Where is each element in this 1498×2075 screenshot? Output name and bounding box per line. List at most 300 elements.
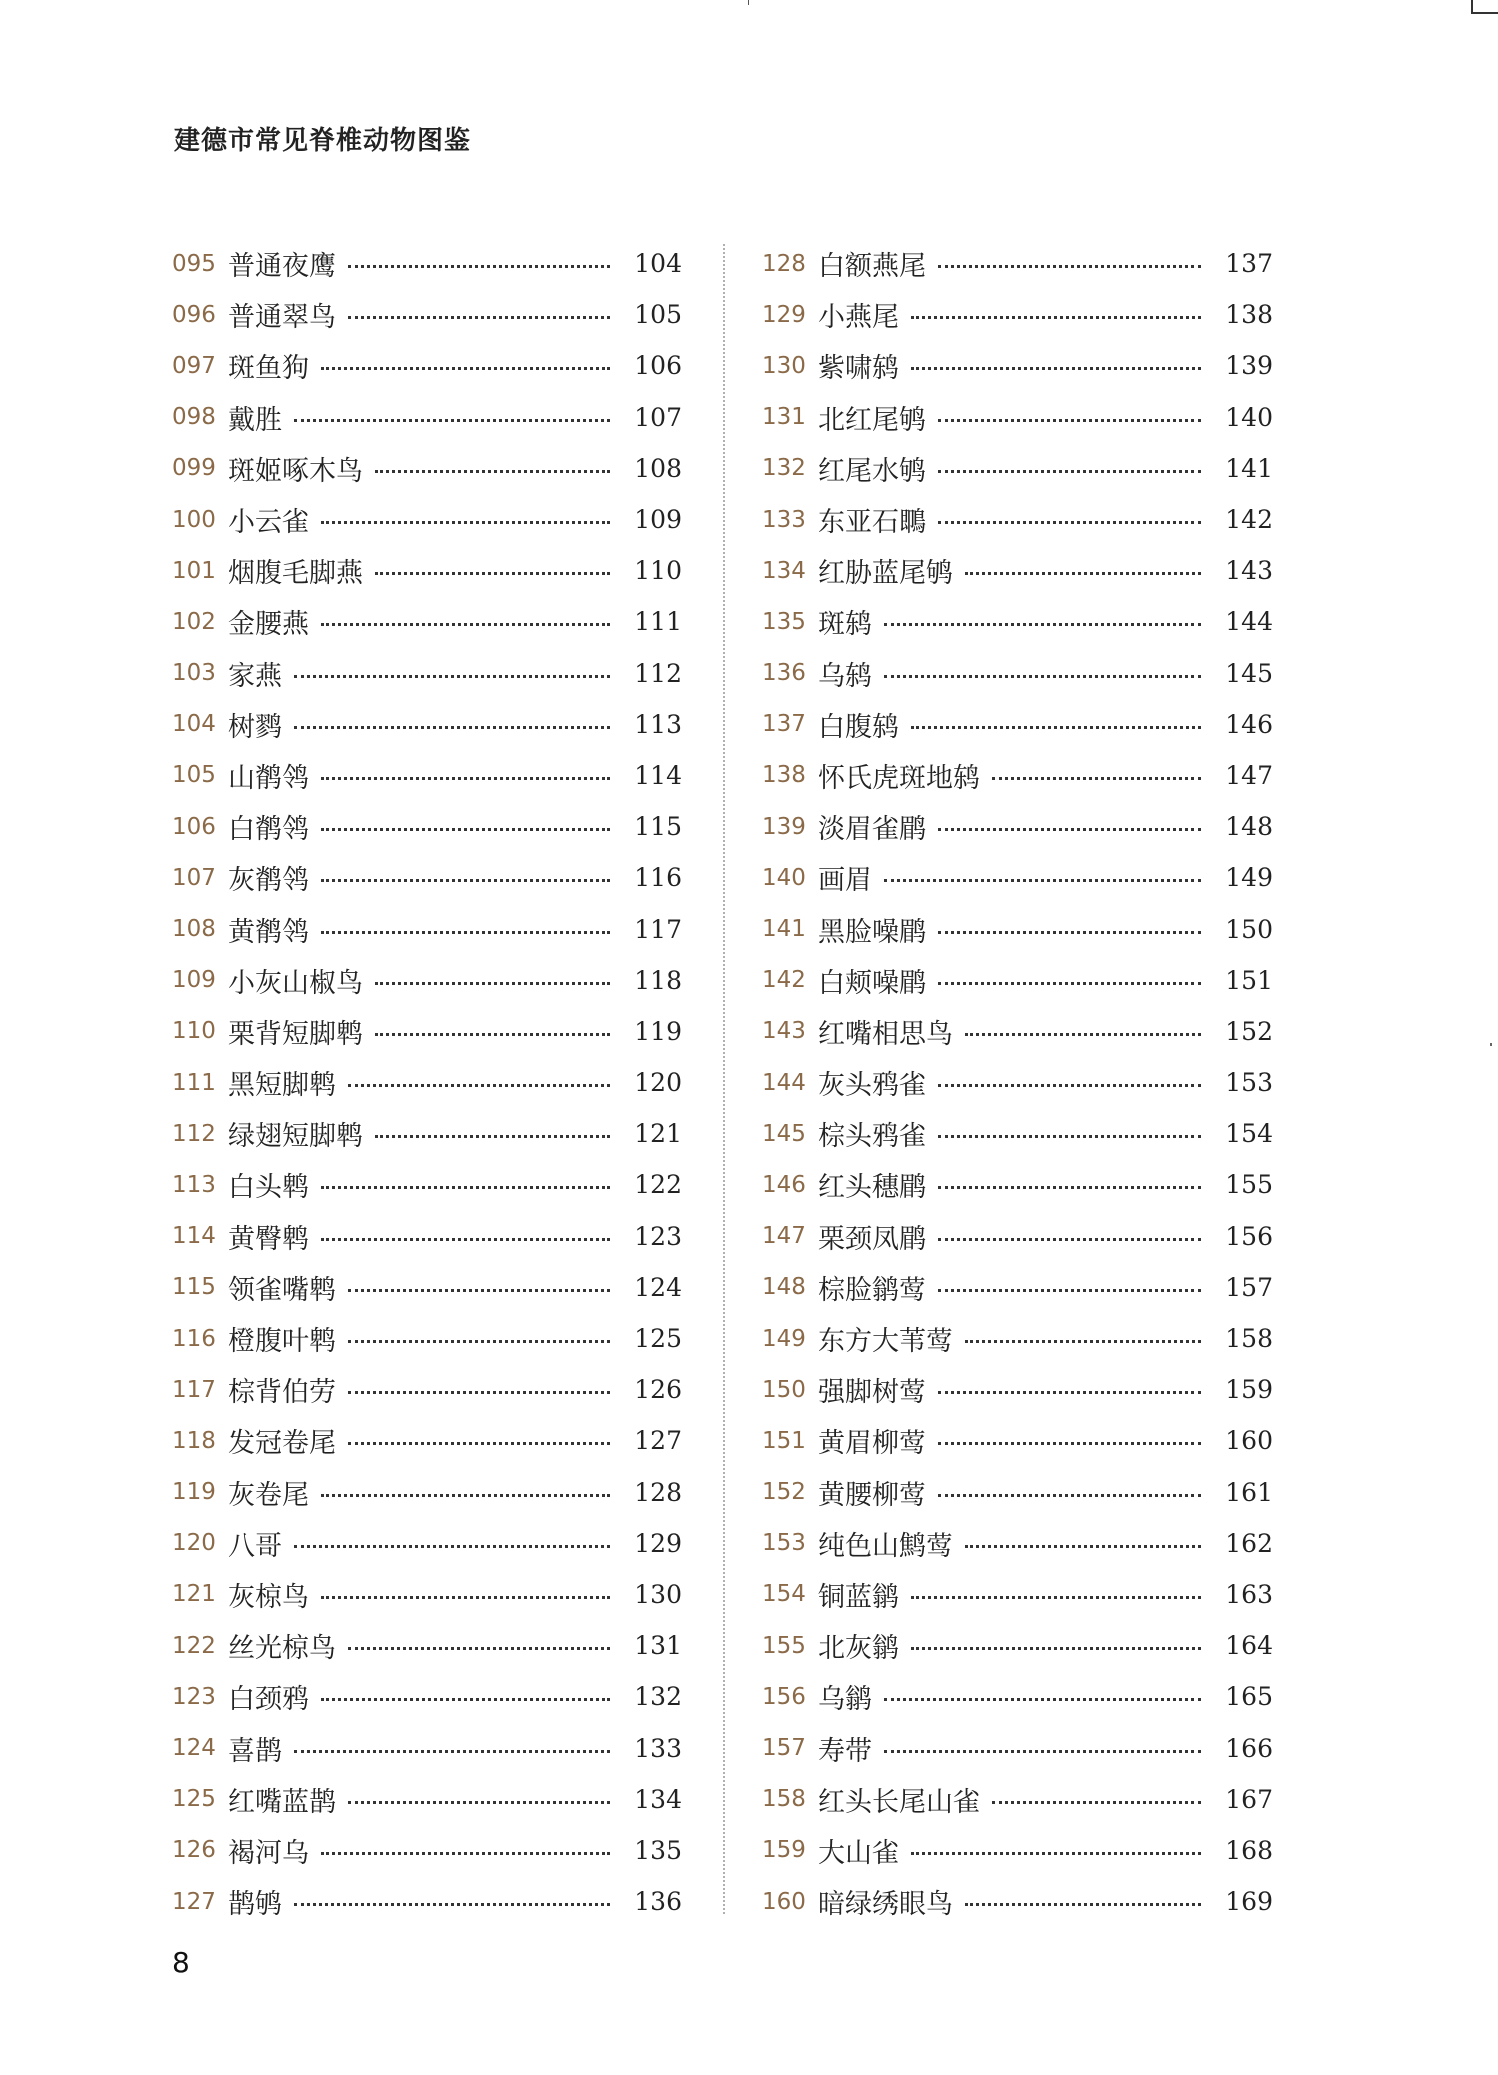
dot-leader	[938, 521, 1201, 524]
toc-entry[interactable]	[762, 1467, 1273, 1518]
dot-leader	[321, 1852, 610, 1855]
species-name: 红嘴蓝鹊	[228, 1786, 336, 1818]
toc-column-right	[762, 238, 1273, 1927]
entry-number: 121	[172, 1581, 216, 1608]
entry-number: 134	[762, 557, 806, 584]
toc-entry[interactable]	[762, 1518, 1273, 1569]
dot-leader	[321, 1186, 610, 1189]
species-name: 普通夜鹰	[228, 251, 336, 283]
entry-number: 107	[172, 864, 216, 891]
dot-leader	[294, 1545, 610, 1548]
toc-entry[interactable]	[762, 1620, 1273, 1671]
page-ref: 116	[634, 863, 682, 893]
entry-number: 108	[172, 916, 216, 943]
page-ref: 121	[634, 1119, 682, 1149]
toc-entry[interactable]	[762, 238, 1273, 289]
entry-number: 135	[762, 608, 806, 635]
entry-number: 117	[172, 1376, 216, 1403]
species-name: 褐河乌	[228, 1837, 309, 1869]
toc-entry[interactable]	[762, 392, 1273, 443]
species-name: 斑鱼狗	[228, 353, 309, 385]
entry-number: 133	[762, 506, 806, 533]
toc-entry[interactable]	[762, 1364, 1273, 1415]
entry-number: 112	[172, 1120, 216, 1147]
dot-leader	[348, 265, 610, 268]
toc-entry[interactable]	[172, 955, 682, 1006]
dot-leader	[375, 470, 610, 473]
species-name: 红头穗鹛	[818, 1172, 926, 1204]
toc-entry[interactable]	[172, 596, 682, 647]
dot-leader	[294, 726, 610, 729]
toc-entry[interactable]	[762, 289, 1273, 340]
crop-mark	[1490, 1043, 1492, 1046]
entry-number: 115	[172, 1274, 216, 1301]
dot-leader	[938, 1442, 1201, 1445]
page-ref: 155	[1225, 1170, 1273, 1200]
dot-leader	[938, 982, 1201, 985]
dot-leader	[992, 1801, 1201, 1804]
species-name: 暗绿绣眼鸟	[818, 1889, 953, 1921]
entry-number: 140	[762, 864, 806, 891]
toc-entry[interactable]	[762, 596, 1273, 647]
species-name: 小云雀	[228, 507, 309, 539]
species-name: 金腰燕	[228, 609, 309, 641]
page-ref: 161	[1225, 1477, 1273, 1507]
dot-leader	[348, 1340, 610, 1343]
entry-number: 149	[762, 1325, 806, 1352]
species-name: 大山雀	[818, 1837, 899, 1869]
dot-leader	[884, 1750, 1201, 1753]
dot-leader	[321, 1494, 610, 1497]
dot-leader	[911, 1852, 1201, 1855]
dot-leader	[938, 1135, 1201, 1138]
page-ref: 128	[634, 1477, 682, 1507]
page-ref: 168	[1225, 1835, 1273, 1865]
column-divider	[723, 244, 725, 1914]
species-name: 灰鹡鸰	[228, 865, 309, 897]
species-name: 喜鹊	[228, 1735, 282, 1767]
page-ref: 137	[1225, 249, 1273, 279]
species-name: 东亚石䳭	[818, 507, 926, 539]
species-name: 白额燕尾	[818, 251, 926, 283]
page-ref: 134	[634, 1784, 682, 1814]
species-name: 黄腰柳莺	[818, 1479, 926, 1511]
species-name: 画眉	[818, 865, 872, 897]
dot-leader	[375, 982, 610, 985]
toc-entry[interactable]	[172, 1211, 682, 1262]
page-ref: 150	[1225, 914, 1273, 944]
entry-number: 152	[762, 1479, 806, 1506]
entry-number: 123	[172, 1683, 216, 1710]
dot-leader	[294, 419, 610, 422]
toc-entry[interactable]	[172, 443, 682, 494]
toc-entry[interactable]	[762, 1722, 1273, 1773]
entry-number: 096	[172, 301, 216, 328]
species-name: 北红尾鸲	[818, 404, 926, 436]
species-name: 白颊噪鹛	[818, 967, 926, 999]
entry-number: 139	[762, 813, 806, 840]
toc-entry[interactable]	[762, 443, 1273, 494]
page-ref: 149	[1225, 863, 1273, 893]
entry-number: 124	[172, 1735, 216, 1762]
toc-entry[interactable]	[762, 1313, 1273, 1364]
species-name: 白头鹎	[228, 1172, 309, 1204]
page-ref: 120	[634, 1068, 682, 1098]
entry-number: 160	[762, 1888, 806, 1915]
page-ref: 126	[634, 1375, 682, 1405]
page-ref: 152	[1225, 1016, 1273, 1046]
page-ref: 133	[634, 1733, 682, 1763]
entry-number: 157	[762, 1735, 806, 1762]
dot-leader	[375, 1033, 610, 1036]
dot-leader	[938, 265, 1201, 268]
page-ref: 140	[1225, 402, 1273, 432]
species-name: 斑鸫	[818, 609, 872, 641]
species-name: 棕脸鹟莺	[818, 1274, 926, 1306]
entry-number: 106	[172, 813, 216, 840]
entry-number: 103	[172, 660, 216, 687]
page-ref: 127	[634, 1426, 682, 1456]
species-name: 橙腹叶鹎	[228, 1326, 336, 1358]
dot-leader	[321, 931, 610, 934]
species-name: 棕头鸦雀	[818, 1121, 926, 1153]
page-ref: 145	[1225, 658, 1273, 688]
toc-entry[interactable]	[172, 750, 682, 801]
entry-number: 142	[762, 967, 806, 994]
toc-entry[interactable]	[172, 1774, 682, 1825]
dot-leader	[321, 623, 610, 626]
toc-entry[interactable]	[172, 238, 682, 289]
species-name: 北灰鹟	[818, 1633, 899, 1665]
toc-entry[interactable]	[172, 340, 682, 391]
species-name: 灰头鸦雀	[818, 1070, 926, 1102]
dot-leader	[348, 1084, 610, 1087]
toc-entry[interactable]	[172, 1467, 682, 1518]
dot-leader	[884, 1698, 1201, 1701]
entry-number: 109	[172, 967, 216, 994]
species-name: 灰椋鸟	[228, 1581, 309, 1613]
toc-entry[interactable]	[762, 545, 1273, 596]
toc-entry[interactable]	[762, 1006, 1273, 1057]
page-ref: 166	[1225, 1733, 1273, 1763]
toc-entry[interactable]	[762, 1057, 1273, 1108]
dot-leader	[321, 879, 610, 882]
dot-leader	[938, 470, 1201, 473]
toc-entry[interactable]	[762, 699, 1273, 750]
entry-number: 148	[762, 1274, 806, 1301]
entry-number: 104	[172, 711, 216, 738]
species-name: 强脚树莺	[818, 1377, 926, 1409]
toc-entry[interactable]	[762, 340, 1273, 391]
page-ref: 141	[1225, 453, 1273, 483]
species-name: 戴胜	[228, 404, 282, 436]
entry-number: 151	[762, 1427, 806, 1454]
dot-leader	[348, 1442, 610, 1445]
toc-entry[interactable]	[762, 1774, 1273, 1825]
page-ref: 146	[1225, 709, 1273, 739]
crop-mark	[1471, 12, 1498, 14]
species-name: 棕背伯劳	[228, 1377, 336, 1409]
dot-leader	[911, 1596, 1201, 1599]
dot-leader	[965, 1033, 1201, 1036]
page-ref: 129	[634, 1528, 682, 1558]
toc-entry[interactable]	[172, 1313, 682, 1364]
toc-entry[interactable]	[172, 289, 682, 340]
toc-entry[interactable]	[172, 1722, 682, 1773]
toc-entry[interactable]	[762, 1569, 1273, 1620]
entry-number: 122	[172, 1632, 216, 1659]
dot-leader	[375, 572, 610, 575]
entry-number: 132	[762, 455, 806, 482]
page-ref: 156	[1225, 1221, 1273, 1251]
entry-number: 154	[762, 1581, 806, 1608]
species-name: 黄眉柳莺	[818, 1428, 926, 1460]
entry-number: 144	[762, 1069, 806, 1096]
species-name: 家燕	[228, 660, 282, 692]
toc-entry[interactable]	[172, 852, 682, 903]
toc-entry[interactable]	[762, 494, 1273, 545]
species-name: 丝光椋鸟	[228, 1633, 336, 1665]
species-name: 小燕尾	[818, 302, 899, 334]
page-ref: 163	[1225, 1579, 1273, 1609]
entry-number: 113	[172, 1171, 216, 1198]
entry-number: 143	[762, 1018, 806, 1045]
page-ref: 165	[1225, 1682, 1273, 1712]
toc-entry[interactable]	[172, 392, 682, 443]
entry-number: 120	[172, 1530, 216, 1557]
entry-number: 145	[762, 1120, 806, 1147]
species-name: 乌鹟	[818, 1684, 872, 1716]
dot-leader	[884, 623, 1201, 626]
toc-entry[interactable]	[172, 1569, 682, 1620]
toc-entry[interactable]	[172, 494, 682, 545]
species-name: 白颈鸦	[228, 1684, 309, 1716]
entry-number: 126	[172, 1837, 216, 1864]
entry-number: 098	[172, 404, 216, 431]
toc-entry[interactable]	[172, 1159, 682, 1210]
page-ref: 143	[1225, 556, 1273, 586]
dot-leader	[348, 1289, 610, 1292]
page-ref: 159	[1225, 1375, 1273, 1405]
page-ref: 148	[1225, 812, 1273, 842]
entry-number: 156	[762, 1683, 806, 1710]
page-ref: 107	[634, 402, 682, 432]
entry-number: 105	[172, 762, 216, 789]
dot-leader	[321, 1698, 610, 1701]
dot-leader	[321, 1596, 610, 1599]
species-name: 黄鹡鸰	[228, 916, 309, 948]
entry-number: 114	[172, 1223, 216, 1250]
dot-leader	[938, 1186, 1201, 1189]
entry-number: 095	[172, 250, 216, 277]
dot-leader	[294, 1903, 610, 1906]
dot-leader	[321, 1238, 610, 1241]
page-ref: 142	[1225, 505, 1273, 535]
dot-leader	[938, 1391, 1201, 1394]
toc-entry[interactable]	[172, 1057, 682, 1108]
dot-leader	[938, 828, 1201, 831]
crop-mark	[748, 0, 749, 5]
species-name: 红头长尾山雀	[818, 1786, 980, 1818]
toc-entry[interactable]	[172, 1518, 682, 1569]
page-ref: 135	[634, 1835, 682, 1865]
page-ref: 104	[634, 249, 682, 279]
toc-entry[interactable]	[172, 1671, 682, 1722]
entry-number: 128	[762, 250, 806, 277]
page-ref: 158	[1225, 1324, 1273, 1354]
page-ref: 147	[1225, 760, 1273, 790]
species-name: 黑脸噪鹛	[818, 916, 926, 948]
page-ref: 130	[634, 1579, 682, 1609]
entry-number: 125	[172, 1786, 216, 1813]
species-name: 发冠卷尾	[228, 1428, 336, 1460]
page-ref: 136	[634, 1887, 682, 1917]
page-ref: 154	[1225, 1119, 1273, 1149]
dot-leader	[938, 419, 1201, 422]
page-ref: 108	[634, 453, 682, 483]
page-ref: 123	[634, 1221, 682, 1251]
entry-number: 131	[762, 404, 806, 431]
entry-number: 150	[762, 1376, 806, 1403]
page-ref: 138	[1225, 300, 1273, 330]
page-ref: 124	[634, 1272, 682, 1302]
toc-entry[interactable]	[172, 903, 682, 954]
species-name: 树鹨	[228, 711, 282, 743]
toc-entry[interactable]	[762, 1211, 1273, 1262]
dot-leader	[965, 1545, 1201, 1548]
species-name: 乌鸫	[818, 660, 872, 692]
page-ref: 118	[634, 965, 682, 995]
toc-entry[interactable]	[762, 1825, 1273, 1876]
toc-entry[interactable]	[762, 1159, 1273, 1210]
dot-leader	[375, 1135, 610, 1138]
toc-entry[interactable]	[172, 648, 682, 699]
entry-number: 138	[762, 762, 806, 789]
toc-entry[interactable]	[762, 1262, 1273, 1313]
entry-number: 116	[172, 1325, 216, 1352]
toc-entry[interactable]	[762, 1108, 1273, 1159]
species-name: 纯色山鹪莺	[818, 1530, 953, 1562]
dot-leader	[321, 521, 610, 524]
entry-number: 110	[172, 1018, 216, 1045]
toc-entry[interactable]	[172, 545, 682, 596]
dot-leader	[938, 1494, 1201, 1497]
entry-number: 111	[172, 1069, 216, 1096]
species-name: 栗背短脚鹎	[228, 1018, 363, 1050]
species-name: 寿带	[818, 1735, 872, 1767]
entry-number: 101	[172, 557, 216, 584]
dot-leader	[321, 828, 610, 831]
dot-leader	[348, 1391, 610, 1394]
toc-entry[interactable]	[172, 1364, 682, 1415]
entry-number: 159	[762, 1837, 806, 1864]
species-name: 紫啸鸫	[818, 353, 899, 385]
toc-entry[interactable]	[762, 1671, 1273, 1722]
toc-entry[interactable]	[762, 903, 1273, 954]
toc-entry[interactable]	[172, 1262, 682, 1313]
dot-leader	[911, 1647, 1201, 1650]
page-ref: 106	[634, 351, 682, 381]
dot-leader	[348, 316, 610, 319]
species-name: 栗颈凤鹛	[818, 1223, 926, 1255]
page-number: 8	[172, 1946, 190, 1979]
entry-number: 130	[762, 352, 806, 379]
page-ref: 131	[634, 1631, 682, 1661]
running-header: 建德市常见脊椎动物图鉴	[174, 126, 472, 156]
toc-entry[interactable]	[762, 955, 1273, 1006]
entry-number: 118	[172, 1427, 216, 1454]
toc-entry[interactable]	[172, 699, 682, 750]
page-ref: 114	[634, 760, 682, 790]
dot-leader	[911, 316, 1201, 319]
toc-entry[interactable]	[762, 750, 1273, 801]
page-ref: 110	[634, 556, 682, 586]
page-ref: 117	[634, 914, 682, 944]
species-name: 小灰山椒鸟	[228, 967, 363, 999]
entry-number: 137	[762, 711, 806, 738]
page-ref: 132	[634, 1682, 682, 1712]
toc-entry[interactable]	[172, 801, 682, 852]
toc-entry[interactable]	[172, 1006, 682, 1057]
page-ref: 105	[634, 300, 682, 330]
toc-entry[interactable]	[172, 1825, 682, 1876]
toc-entry[interactable]	[172, 1415, 682, 1466]
toc-entry[interactable]	[762, 801, 1273, 852]
species-name: 东方大苇莺	[818, 1326, 953, 1358]
toc-entry[interactable]	[762, 648, 1273, 699]
species-name: 八哥	[228, 1530, 282, 1562]
entry-number: 136	[762, 660, 806, 687]
page-ref: 125	[634, 1324, 682, 1354]
species-name: 领雀嘴鹎	[228, 1274, 336, 1306]
dot-leader	[294, 675, 610, 678]
page-ref: 151	[1225, 965, 1273, 995]
species-name: 红胁蓝尾鸲	[818, 558, 953, 590]
dot-leader	[321, 367, 610, 370]
species-name: 黄臀鹎	[228, 1223, 309, 1255]
page-ref: 111	[634, 607, 682, 637]
toc-entry[interactable]	[762, 1415, 1273, 1466]
species-name: 灰卷尾	[228, 1479, 309, 1511]
page-ref: 109	[634, 505, 682, 535]
entry-number: 099	[172, 455, 216, 482]
dot-leader	[992, 777, 1201, 780]
entry-number: 141	[762, 916, 806, 943]
dot-leader	[965, 572, 1201, 575]
toc-entry[interactable]	[172, 1876, 682, 1927]
entry-number: 100	[172, 506, 216, 533]
dot-leader	[321, 777, 610, 780]
dot-leader	[294, 1750, 610, 1753]
dot-leader	[965, 1903, 1201, 1906]
species-name: 绿翅短脚鹎	[228, 1121, 363, 1153]
toc-entry[interactable]	[762, 852, 1273, 903]
toc-entry[interactable]	[762, 1876, 1273, 1927]
entry-number: 129	[762, 301, 806, 328]
species-name: 红尾水鸲	[818, 455, 926, 487]
toc-entry[interactable]	[172, 1620, 682, 1671]
page-ref: 169	[1225, 1887, 1273, 1917]
dot-leader	[938, 931, 1201, 934]
dot-leader	[348, 1647, 610, 1650]
toc-entry[interactable]	[172, 1108, 682, 1159]
page-ref: 139	[1225, 351, 1273, 381]
page-ref: 122	[634, 1170, 682, 1200]
page-ref: 153	[1225, 1068, 1273, 1098]
dot-leader	[884, 675, 1201, 678]
entry-number: 155	[762, 1632, 806, 1659]
dot-leader	[965, 1340, 1201, 1343]
